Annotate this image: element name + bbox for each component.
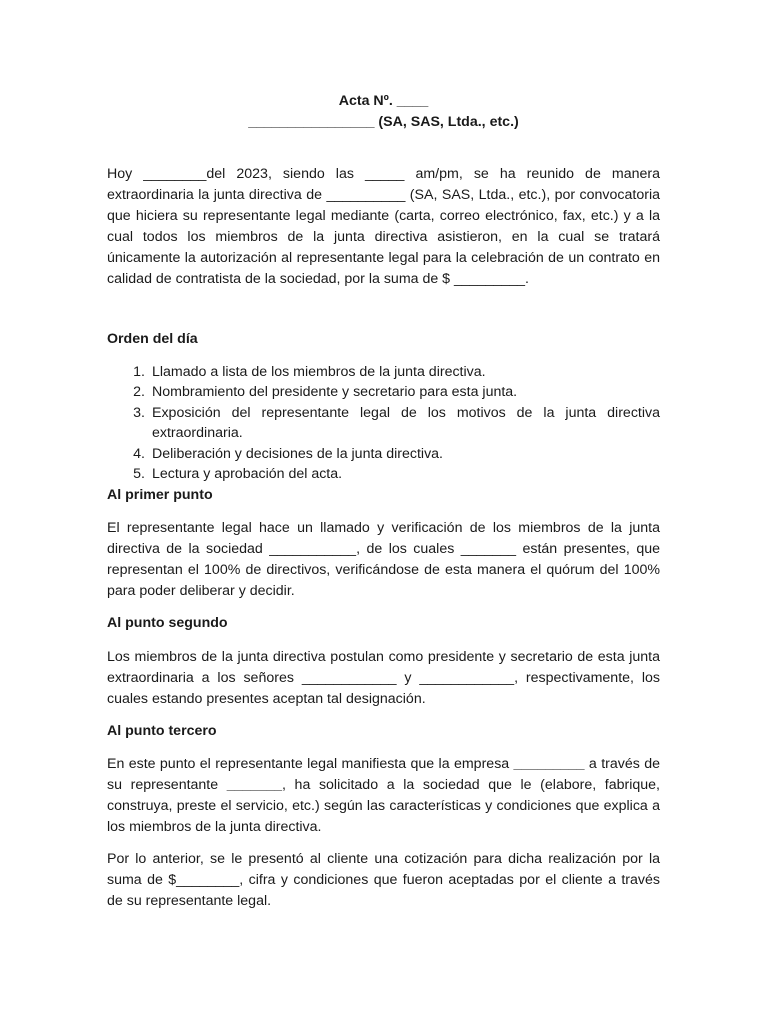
company-blank: _________	[513, 756, 585, 772]
agenda-item-text: Lectura y aprobación del acta.	[152, 466, 343, 483]
agenda-item	[107, 464, 660, 484]
title-line-2: ________________ (SA, SAS, Ltda., etc.)	[248, 114, 519, 130]
agenda-item	[107, 362, 660, 382]
agenda-item-text: Deliberación y decisiones de la junta directiva.	[152, 445, 444, 462]
agenda-item-number: 3.	[133, 404, 145, 421]
agenda-item-text: Nombramiento del presidente y secretario para esta junta.	[152, 384, 518, 401]
third-point-paragraph	[107, 754, 660, 838]
second-point-paragraph: Los miembros de la junta directiva postulan como presidente y secretario de esta junta extraordinaria a los señores ____________ y ____________, respectivamente, los cuales estando presentes aceptan tal designación.	[107, 649, 660, 707]
agenda-item-number: 2.	[133, 384, 145, 401]
third-text-part-c: , ha solicitado a la sociedad que le (elabore, fabrique, construya, preste el servicio, etc.) según las características y condiciones que explica a los miembros de la junta directiva.	[107, 777, 660, 835]
quotation-paragraph: Por lo anterior, se le presentó al cliente una cotización para dicha realización por la suma de $________, cifra y condiciones que fueron aceptadas por el cliente a través de su representante legal.	[107, 851, 660, 909]
third-text-part-b: a través de su representante	[107, 756, 660, 793]
document-title	[107, 91, 660, 133]
agenda-item	[107, 444, 660, 464]
agenda-heading: Orden del día	[107, 331, 198, 347]
third-point-heading: Al punto tercero	[107, 723, 217, 739]
agenda-item-number: 5.	[133, 466, 145, 483]
representative-blank: _______	[226, 777, 282, 793]
third-text-part-a: En este punto el representante legal manifiesta que la empresa	[107, 756, 514, 772]
agenda-item	[107, 403, 660, 444]
title-line-1: Acta Nº. ____	[338, 93, 429, 109]
intro-paragraph: Hoy ________del 2023, siendo las _____ am/pm, se ha reunido de manera extraordinaria la junta directiva de __________ (SA, SAS, Ltda., etc.), por convocatoria que hiciera su representante legal mediante (carta, correo electrónico, fax, etc.) y a la cual todos los miembros de la junta directiva asistieron, en la cual se tratará únicamente la autorización al representante legal para la celebración de un contrato en calidad de contratista de la sociedad, por la suma de $ _________.	[107, 166, 660, 287]
agenda-item	[107, 382, 660, 402]
first-point-paragraph: El representante legal hace un llamado y verificación de los miembros de la junta directiva de la sociedad ___________, de los cuales _______ están presentes, que representan el 100% de directivos, verificándose de esta manera el quórum del 100% para poder deliberar y decidir.	[107, 520, 660, 599]
first-point-heading: Al primer punto	[107, 487, 213, 503]
agenda-list	[107, 362, 660, 484]
agenda-item-text: Llamado a lista de los miembros de la junta directiva.	[152, 364, 486, 380]
agenda-item-text: Exposición del representante legal de los motivos de la junta directiva extraordinaria.	[152, 404, 660, 442]
agenda-item-number: 4.	[133, 445, 145, 462]
second-point-heading: Al punto segundo	[107, 615, 228, 631]
agenda-item-number: 1.	[133, 364, 145, 380]
